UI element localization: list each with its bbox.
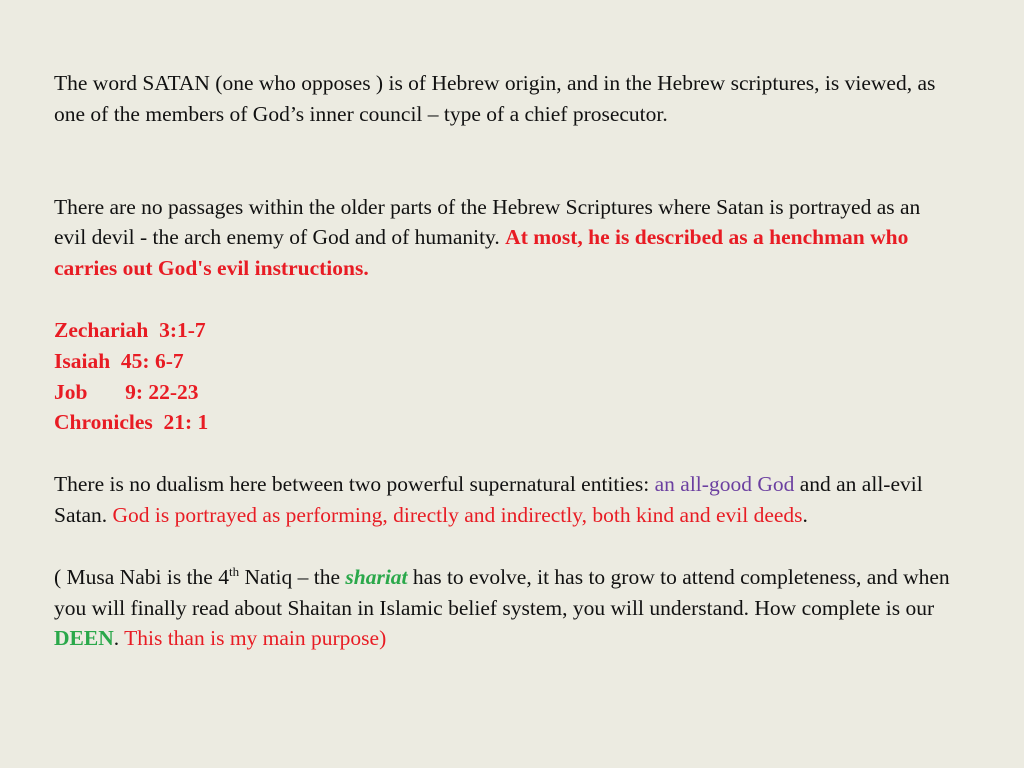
ordinal-suffix: th <box>228 563 240 579</box>
hebrew-scriptures-paragraph <box>54 192 954 284</box>
reference-text: Isaiah 45: 6-7 <box>54 348 184 373</box>
reference-text: Job 9: 22-23 <box>54 379 199 404</box>
dualism-end: . <box>802 502 808 527</box>
hebrew-scriptures-text: There are no passages within the older parts of the Hebrew Scriptures where Satan is portrayed as an evil devil - the arch enemy of God and of humanity. <box>54 194 921 250</box>
spacer <box>54 284 954 315</box>
reference-text: Chronicles 21: 1 <box>54 410 209 435</box>
reference-job <box>54 377 954 408</box>
reference-text: Zechariah 3:1-7 <box>54 317 206 342</box>
musa-middle: has to evolve, it has to grow to attend completeness, and when you will finally read about Shaitan in Islamic belief system, you will understand. How complete is our <box>54 564 950 620</box>
reference-chronicles <box>54 407 954 438</box>
spacer <box>54 130 954 192</box>
henchman-highlight: At most, he is described as a henchman who carries out God's evil instructions. <box>54 225 909 281</box>
god-portrayed-highlight: God is portrayed as performing, directly and indirectly, both kind and evil deeds <box>112 502 803 527</box>
shariat-term: shariat <box>345 564 408 589</box>
dualism-intro: There is no dualism here between two powerful supernatural entities: <box>54 472 655 497</box>
reference-zechariah <box>54 315 954 346</box>
musa-nabi-paragraph <box>54 562 954 654</box>
main-purpose-text: This than is my main purpose) <box>124 626 387 651</box>
all-good-god-text: an all-good God <box>654 472 795 497</box>
deen-term: DEEN <box>54 626 114 651</box>
slide-content <box>54 68 954 654</box>
reference-isaiah <box>54 346 954 377</box>
dualism-middle: and an all-evil Satan. <box>54 472 923 527</box>
musa-start: ( Musa Nabi is the 4 <box>54 564 229 589</box>
after-deen: . <box>113 626 125 651</box>
intro-paragraph <box>54 68 954 130</box>
intro-text: The word SATAN (one who opposes ) is of Hebrew origin, and in the Hebrew scriptures, is viewed, as one of the members of God’s inner council – type of a chief prosecutor. <box>54 71 936 126</box>
dualism-paragraph <box>54 469 954 531</box>
spacer <box>54 531 954 562</box>
natiq-text: Natiq – the <box>239 564 346 589</box>
spacer <box>54 438 954 469</box>
